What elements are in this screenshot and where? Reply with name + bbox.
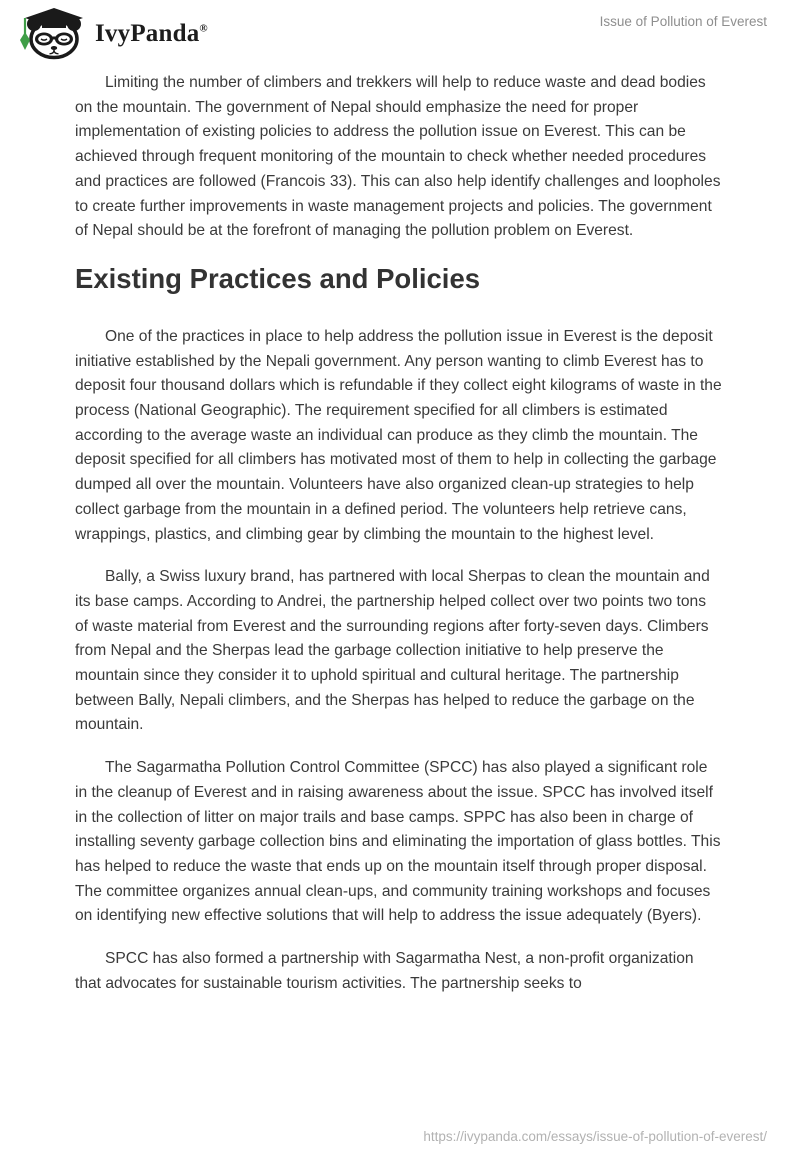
paragraph-intro: Limiting the number of climbers and trekkers will help to reduce waste and dead bodies on the mountain. The government of Nepal should emphasize the need for proper implementation of existing policies to address the pollution issue on Everest. This can be achieved through frequent monitoring of the mountain to check whether needed procedures and practices are followed (Francois 33). This can also help identify challenges and loopholes to create further improvements in waste management projects and policies. The government of Nepal should be at the forefront of managing the pollution problem on Everest. (75, 74, 721, 240)
document-title-header: Issue of Pollution of Everest (599, 14, 767, 29)
ivypanda-logo (14, 7, 208, 60)
registered-trademark-symbol: ® (199, 22, 208, 35)
paragraph-bally-partnership: Bally, a Swiss luxury brand, has partnered with local Sherpas to clean the mountain and its base camps. According to Andrei, the partnership helped collect over two points two tons of waste material from Everest and the surrounding regions after forty-seven days. Climbers from Nepal and the Sherpas lead the garbage collection initiative to help preserve the mountain since they consider it to uphold spiritual and cultural heritage. The partnership between Bally, Nepali climbers, and the Sherpas has helped to reduce the garbage on the mountain. (75, 568, 710, 734)
panda-graduate-icon (14, 7, 88, 60)
paragraph-spcc-role: The Sagarmatha Pollution Control Committee (SPCC) has also played a significant role in the cleanup of Everest and in raising awareness about the issue. SPCC has involved itself in the collection of litter on major trails and base camps. SPPC has also been in charge of installing seventy garbage collection bins and eliminating the importation of glass bottles. This has helped to reduce the waste that ends up on the mountain itself through proper disposal. The committee organizes annual clean-ups, and community training workshops and focuses on identifying new effective solutions that will help to address the issue adequately (Byers). (75, 759, 721, 925)
paragraph-sagarmatha-nest: SPCC has also formed a partnership with Sagarmatha Nest, a non-profit organization that advocates for sustainable tourism activities. The partnership seeks to (75, 950, 694, 992)
logo-wordmark (95, 20, 208, 48)
essay-content (75, 71, 723, 1015)
logo-text: IvyPanda (95, 19, 200, 47)
paragraph-deposit-initiative: One of the practices in place to help address the pollution issue in Everest is the deposit initiative established by the Nepali government. Any person wanting to climb Everest has to deposit four thousand dollars which is refundable if they collect eight kilograms of waste in the process (National Geographic). The requirement specified for all climbers is estimated according to the average waste an individual can produce as they climb the mountain. The deposit specified for all climbers has motivated most of them to help in collecting the garbage dumped all over the mountain. Volunteers have also organized clean-up strategies to help collect garbage from the mountain in a defined period. The volunteers help retrieve cans, wrappings, plastics, and climbing gear by climbing the mountain to the highest level. (75, 327, 722, 543)
section-heading: Existing Practices and Policies (75, 262, 481, 294)
source-url-footer: https://ivypanda.com/essays/issue-of-pollution-of-everest/ (423, 1129, 767, 1144)
